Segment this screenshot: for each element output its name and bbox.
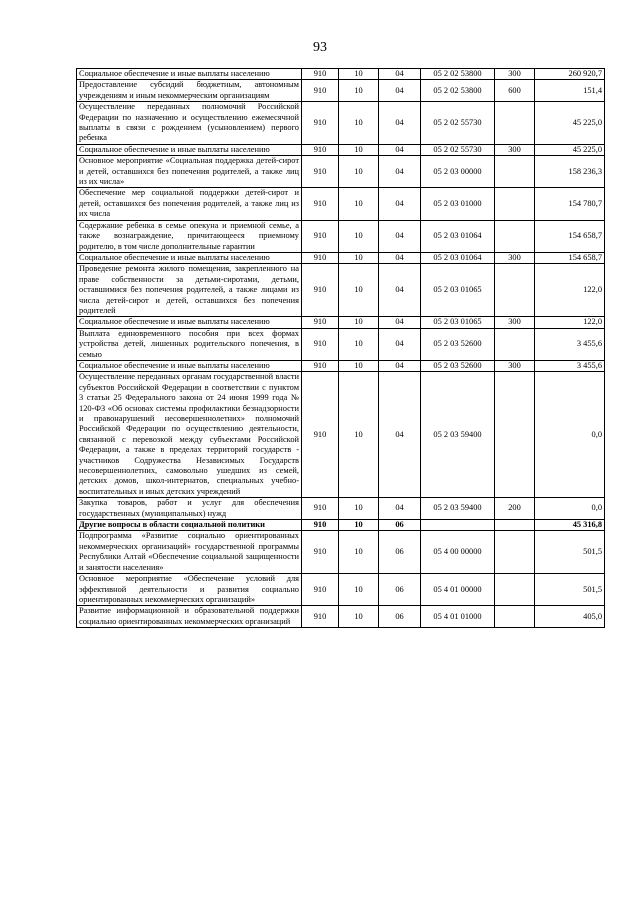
- row-csr-cell: 05 4 01 01000: [421, 606, 495, 628]
- row-rz-cell: 10: [339, 264, 379, 317]
- row-ved-cell: 910: [302, 188, 339, 220]
- row-pr-cell: 04: [379, 498, 421, 520]
- row-vr-cell: 300: [495, 252, 535, 263]
- row-name-cell: Основное мероприятие «Социальная поддержка детей-сирот и детей, оставшихся без попечения родителей, а также лиц из их числа»: [77, 156, 302, 188]
- row-rz-cell: 10: [339, 220, 379, 252]
- table-row: [77, 252, 605, 263]
- row-ved-cell: 910: [302, 498, 339, 520]
- row-pr-cell: 04: [379, 156, 421, 188]
- row-sum-cell: 122,0: [535, 317, 605, 328]
- row-vr-cell: 600: [495, 80, 535, 102]
- row-ved-cell: 910: [302, 102, 339, 145]
- table-row: [77, 372, 605, 498]
- row-sum-cell: 501,5: [535, 574, 605, 606]
- row-rz-cell: 10: [339, 606, 379, 628]
- row-pr-cell: 04: [379, 264, 421, 317]
- table-row: [77, 188, 605, 220]
- row-csr-cell: 05 2 03 01065: [421, 264, 495, 317]
- row-rz-cell: 10: [339, 520, 379, 531]
- row-csr-cell: 05 2 03 59400: [421, 372, 495, 498]
- row-vr-cell: [495, 264, 535, 317]
- table-row: [77, 606, 605, 628]
- table-row: [77, 360, 605, 371]
- row-pr-cell: 04: [379, 102, 421, 145]
- row-vr-cell: [495, 606, 535, 628]
- row-ved-cell: 910: [302, 520, 339, 531]
- row-name-cell: Выплата единовременного пособия при всех формах устройства детей, лишенных родительского попечения, в семью: [77, 328, 302, 360]
- row-sum-cell: 151,4: [535, 80, 605, 102]
- row-csr-cell: 05 4 00 00000: [421, 531, 495, 574]
- row-name-cell: Развитие информационной и образовательной поддержки социально ориентированных некоммерческих организаций: [77, 606, 302, 628]
- row-ved-cell: 910: [302, 360, 339, 371]
- row-rz-cell: 10: [339, 252, 379, 263]
- row-name-cell: Социальное обеспечение и иные выплаты населению: [77, 252, 302, 263]
- row-pr-cell: 06: [379, 606, 421, 628]
- row-vr-cell: [495, 520, 535, 531]
- table-row: [77, 156, 605, 188]
- row-ved-cell: 910: [302, 156, 339, 188]
- table-row: [77, 264, 605, 317]
- row-pr-cell: 04: [379, 317, 421, 328]
- row-vr-cell: 300: [495, 69, 535, 80]
- row-name-cell: Социальное обеспечение и иные выплаты населению: [77, 144, 302, 155]
- table-row: [77, 498, 605, 520]
- row-sum-cell: 3 455,6: [535, 360, 605, 371]
- table-row: [77, 520, 605, 531]
- row-csr-cell: 05 2 02 55730: [421, 144, 495, 155]
- row-vr-cell: 300: [495, 317, 535, 328]
- row-rz-cell: 10: [339, 188, 379, 220]
- row-rz-cell: 10: [339, 80, 379, 102]
- row-pr-cell: 04: [379, 328, 421, 360]
- row-csr-cell: 05 2 02 53800: [421, 69, 495, 80]
- row-pr-cell: 04: [379, 144, 421, 155]
- row-csr-cell: 05 2 03 59400: [421, 498, 495, 520]
- row-vr-cell: 300: [495, 144, 535, 155]
- row-name-cell: Социальное обеспечение и иные выплаты населению: [77, 360, 302, 371]
- row-pr-cell: 04: [379, 188, 421, 220]
- row-name-cell: Основное мероприятие «Обеспечение условий для эффективной деятельности и развития социально ориентированных некоммерческих организаций»: [77, 574, 302, 606]
- row-vr-cell: 300: [495, 360, 535, 371]
- row-pr-cell: 04: [379, 69, 421, 80]
- row-sum-cell: 122,0: [535, 264, 605, 317]
- row-sum-cell: 158 236,3: [535, 156, 605, 188]
- row-rz-cell: 10: [339, 531, 379, 574]
- row-csr-cell: 05 2 03 01065: [421, 317, 495, 328]
- row-pr-cell: 04: [379, 80, 421, 102]
- row-ved-cell: 910: [302, 80, 339, 102]
- row-csr-cell: 05 2 03 00000: [421, 156, 495, 188]
- row-name-cell: Проведение ремонта жилого помещения, закрепленного на праве собственности за детьми-сиротами, детьми, оставшимися без попечения родителей, а также лицами из числа детей-сирот и детей, оставшихся без попечения родителей: [77, 264, 302, 317]
- row-vr-cell: [495, 328, 535, 360]
- row-ved-cell: 910: [302, 531, 339, 574]
- row-sum-cell: 0,0: [535, 498, 605, 520]
- row-name-cell: Осуществление переданных полномочий Российской Федерации по назначению и осуществлению ежемесячной выплаты в связи с рождением (усыновлением) первого ребенка: [77, 102, 302, 145]
- row-ved-cell: 910: [302, 574, 339, 606]
- row-rz-cell: 10: [339, 156, 379, 188]
- row-sum-cell: 405,0: [535, 606, 605, 628]
- row-pr-cell: 06: [379, 531, 421, 574]
- row-vr-cell: [495, 372, 535, 498]
- table-row: [77, 531, 605, 574]
- row-rz-cell: 10: [339, 102, 379, 145]
- row-vr-cell: [495, 156, 535, 188]
- row-sum-cell: 154 658,7: [535, 220, 605, 252]
- row-ved-cell: 910: [302, 317, 339, 328]
- table-row: [77, 102, 605, 145]
- row-csr-cell: 05 2 02 55730: [421, 102, 495, 145]
- row-rz-cell: 10: [339, 574, 379, 606]
- row-sum-cell: 501,5: [535, 531, 605, 574]
- row-csr-cell: [421, 520, 495, 531]
- row-rz-cell: 10: [339, 144, 379, 155]
- table-row: [77, 144, 605, 155]
- row-pr-cell: 06: [379, 574, 421, 606]
- row-csr-cell: 05 2 03 01064: [421, 252, 495, 263]
- row-name-cell: Содержание ребенка в семье опекуна и приемной семье, а также вознаграждение, причитающееся приемному родителю, в том числе дополнительные гарантии: [77, 220, 302, 252]
- row-name-cell: Осуществление переданных органам государственной власти субъектов Российской Федерации в соответствии с пунктом 3 статьи 25 Федерального закона от 24 июня 1999 года № 120-ФЗ «Об основах системы профилактики безнадзорности и правонарушений несовершеннолетних» полномочий Российской Федерации по осуществлению деятельности, связанной с перевозкой между субъектами Российской Федерации, а также в пределах территорий государств - участников Содружества Независимых Государств несовершеннолетних, самовольно ушедших из семей, детских домов, школ-интернатов, специальных учебно-воспитательных и иных детских учреждений: [77, 372, 302, 498]
- table-body: [77, 69, 605, 628]
- table-row: [77, 220, 605, 252]
- row-vr-cell: [495, 531, 535, 574]
- row-pr-cell: 04: [379, 372, 421, 498]
- row-ved-cell: 910: [302, 252, 339, 263]
- row-csr-cell: 05 2 02 53800: [421, 80, 495, 102]
- row-ved-cell: 910: [302, 220, 339, 252]
- row-sum-cell: 3 455,6: [535, 328, 605, 360]
- row-rz-cell: 10: [339, 328, 379, 360]
- row-ved-cell: 910: [302, 144, 339, 155]
- row-csr-cell: 05 2 03 01064: [421, 220, 495, 252]
- row-csr-cell: 05 2 03 01000: [421, 188, 495, 220]
- row-rz-cell: 10: [339, 317, 379, 328]
- row-name-cell: Социальное обеспечение и иные выплаты населению: [77, 69, 302, 80]
- table-row: [77, 317, 605, 328]
- row-pr-cell: 04: [379, 252, 421, 263]
- row-name-cell: Закупка товаров, работ и услуг для обеспечения государственных (муниципальных) нужд: [77, 498, 302, 520]
- row-name-cell: Другие вопросы в области социальной политики: [77, 520, 302, 531]
- table-row: [77, 328, 605, 360]
- row-sum-cell: 45 225,0: [535, 144, 605, 155]
- row-ved-cell: 910: [302, 372, 339, 498]
- row-csr-cell: 05 2 03 52600: [421, 328, 495, 360]
- table-row: [77, 69, 605, 80]
- row-sum-cell: 154 658,7: [535, 252, 605, 263]
- row-pr-cell: 06: [379, 520, 421, 531]
- row-sum-cell: 0,0: [535, 372, 605, 498]
- row-csr-cell: 05 4 01 00000: [421, 574, 495, 606]
- row-name-cell: Предоставление субсидий бюджетным, автономным учреждениям и иным некоммерческим организациям: [77, 80, 302, 102]
- row-name-cell: Обеспечение мер социальной поддержки детей-сирот и детей, оставшихся без попечения родителей, а также лиц из их числа: [77, 188, 302, 220]
- row-rz-cell: 10: [339, 498, 379, 520]
- row-rz-cell: 10: [339, 372, 379, 498]
- row-pr-cell: 04: [379, 220, 421, 252]
- row-sum-cell: 45 316,8: [535, 520, 605, 531]
- row-ved-cell: 910: [302, 328, 339, 360]
- row-rz-cell: 10: [339, 360, 379, 371]
- row-pr-cell: 04: [379, 360, 421, 371]
- row-name-cell: Подпрограмма «Развитие социально ориентированных некоммерческих организаций» государственной программы Республики Алтай «Обеспечение социальной защищенности и занятости населения»: [77, 531, 302, 574]
- row-sum-cell: 45 225,0: [535, 102, 605, 145]
- row-vr-cell: [495, 220, 535, 252]
- row-name-cell: Социальное обеспечение и иные выплаты населению: [77, 317, 302, 328]
- row-sum-cell: 260 920,7: [535, 69, 605, 80]
- table-row: [77, 80, 605, 102]
- row-ved-cell: 910: [302, 69, 339, 80]
- table-row: [77, 574, 605, 606]
- row-sum-cell: 154 780,7: [535, 188, 605, 220]
- row-vr-cell: [495, 188, 535, 220]
- budget-table: [76, 68, 605, 628]
- row-csr-cell: 05 2 03 52600: [421, 360, 495, 371]
- page-number: 93: [313, 40, 327, 55]
- row-rz-cell: 10: [339, 69, 379, 80]
- row-vr-cell: 200: [495, 498, 535, 520]
- row-vr-cell: [495, 574, 535, 606]
- row-ved-cell: 910: [302, 264, 339, 317]
- row-vr-cell: [495, 102, 535, 145]
- row-ved-cell: 910: [302, 606, 339, 628]
